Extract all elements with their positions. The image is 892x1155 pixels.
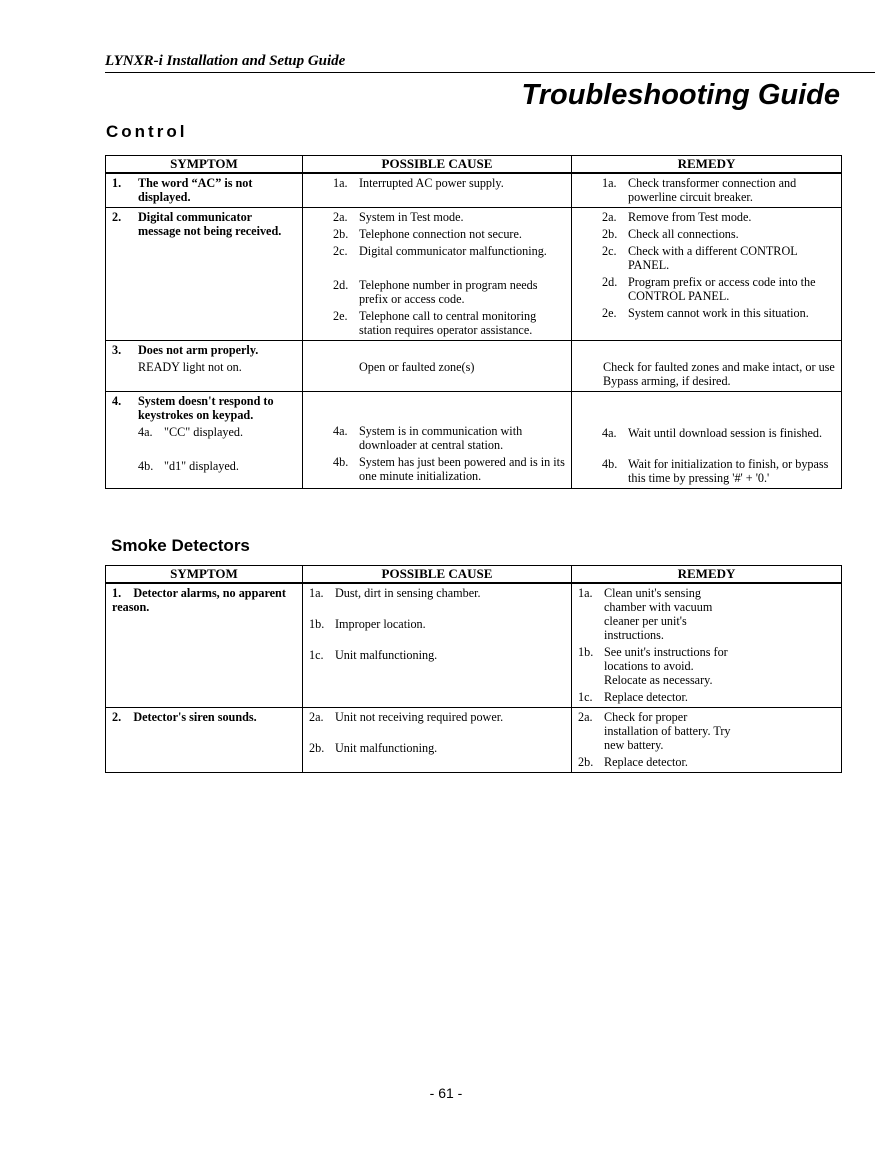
remedy-id: 1b.: [578, 645, 594, 659]
symptom-text: Detector's siren sounds.: [133, 710, 257, 724]
cause-text: Dust, dirt in sensing chamber.: [335, 586, 481, 600]
remedy-id: 1a.: [578, 586, 593, 600]
symptom-text: Digital communicator message not being received.: [138, 210, 282, 238]
cause-text: Unit malfunctioning.: [335, 741, 438, 755]
symptom-text: Does not arm properly.: [138, 343, 259, 357]
remedy-id: 1a.: [602, 176, 617, 190]
remedy-cell: [572, 583, 842, 708]
cause-text: Telephone call to central monitoring station requires operator assistance.: [359, 309, 537, 337]
section-title-control: Control: [106, 122, 188, 141]
remedy-text: Wait for initialization to finish, or bypass this time by pressing '#' + '0.': [628, 457, 829, 485]
remedy-id: 4b.: [602, 457, 618, 471]
column-header-cause: POSSIBLE CAUSE: [303, 566, 572, 584]
remedy-text: Check transformer connection and powerline circuit breaker.: [628, 176, 797, 204]
remedy-cell: [572, 173, 842, 208]
remedy-cell: [572, 708, 842, 773]
cause-id: 2b.: [309, 741, 325, 755]
symptom-cell: [106, 208, 303, 341]
cause-text: Telephone connection not secure.: [359, 227, 522, 241]
remedy-id: 2b.: [602, 227, 618, 241]
remedy-text: Check with a different CONTROL PANEL.: [628, 244, 798, 272]
cause-id: 2d.: [333, 278, 349, 292]
remedy-id: 2b.: [578, 755, 594, 769]
remedy-text: Check for faulted zones and make intact, or use Bypass arming, if desired.: [603, 360, 835, 388]
cause-text: Interrupted AC power supply.: [359, 176, 504, 190]
symptom-cell: [106, 708, 303, 773]
remedy-text: Program prefix or access code into the CONTROL PANEL.: [628, 275, 816, 303]
remedy-text: System cannot work in this situation.: [628, 306, 809, 320]
cause-cell: [303, 583, 572, 708]
cause-cell: [303, 341, 572, 392]
cause-cell: [303, 173, 572, 208]
symptom-number: 2.: [112, 710, 122, 724]
column-header-remedy: REMEDY: [572, 566, 842, 584]
control-table: [105, 155, 842, 489]
cause-text: Digital communicator malfunctioning.: [359, 244, 547, 258]
remedy-text: See unit's instructions for locations to avoid. Relocate as necessary.: [604, 645, 728, 687]
remedy-id: 2c.: [602, 244, 617, 258]
cause-cell: [303, 708, 572, 773]
column-header-symptom: SYMPTOM: [106, 156, 303, 174]
symptom-number: 3.: [112, 343, 122, 357]
remedy-text: Replace detector.: [604, 690, 688, 704]
column-header-symptom: SYMPTOM: [106, 566, 303, 584]
symptom-text: Detector alarms, no apparent reason.: [112, 586, 286, 614]
table-row: [106, 341, 842, 392]
cause-id: 4b.: [333, 455, 349, 469]
remedy-text: Check for proper installation of battery. Try new battery.: [604, 710, 731, 752]
cause-cell: [303, 208, 572, 341]
cause-text: Improper location.: [335, 617, 426, 631]
cause-id: 1a.: [333, 176, 348, 190]
remedy-text: Wait until download session is finished.: [628, 426, 823, 440]
remedy-text: Check all connections.: [628, 227, 739, 241]
symptom-cell: [106, 583, 303, 708]
remedy-text: Replace detector.: [604, 755, 688, 769]
cause-text: Telephone number in program needs prefix or access code.: [359, 278, 538, 306]
remedy-id: 2a.: [602, 210, 617, 224]
cause-text: Unit malfunctioning.: [335, 648, 438, 662]
header-rule: [105, 72, 875, 73]
column-header-cause: POSSIBLE CAUSE: [303, 156, 572, 174]
symptom-sub-text: "CC" displayed.: [164, 425, 244, 439]
cause-text: System has just been powered and is in its one minute initialization.: [359, 455, 565, 483]
page-heading: Troubleshooting Guide: [521, 79, 840, 111]
remedy-text: Remove from Test mode.: [628, 210, 752, 224]
remedy-text: Clean unit's sensing chamber with vacuum cleaner per unit's instructions.: [604, 586, 713, 642]
cause-id: 2b.: [333, 227, 349, 241]
cause-id: 1b.: [309, 617, 325, 631]
symptom-text: System doesn't respond to keystrokes on keypad.: [138, 394, 274, 422]
symptom-detail: READY light not on.: [138, 360, 242, 374]
remedy-cell: [572, 208, 842, 341]
guide-title: LYNXR-i Installation and Setup Guide: [105, 53, 346, 69]
symptom-number: 1.: [112, 586, 122, 600]
symptom-sub-id: 4b.: [138, 459, 154, 473]
symptom-sub-text: "d1" displayed.: [164, 459, 239, 473]
table-row: [106, 208, 842, 341]
remedy-id: 4a.: [602, 426, 617, 440]
cause-id: 4a.: [333, 424, 348, 438]
symptom-number: 2.: [112, 210, 122, 224]
table-header-row: [106, 156, 842, 174]
page-number: - 61 -: [429, 1085, 463, 1101]
cause-cell: [303, 392, 572, 489]
cause-text: Open or faulted zone(s): [359, 360, 475, 374]
remedy-id: 1c.: [578, 690, 593, 704]
symptom-text: The word “AC” is not displayed.: [138, 176, 253, 204]
table-row: [106, 708, 842, 773]
symptom-number: 1.: [112, 176, 122, 190]
smoke-detectors-table: [105, 565, 842, 773]
cause-id: 1c.: [309, 648, 324, 662]
cause-id: 2a.: [333, 210, 348, 224]
cause-text: Unit not receiving required power.: [335, 710, 504, 724]
cause-text: System is in communication with downloader at central station.: [359, 424, 523, 452]
symptom-sub-id: 4a.: [138, 425, 153, 439]
cause-id: 2a.: [309, 710, 324, 724]
symptom-cell: [106, 341, 303, 392]
table-row: [106, 392, 842, 489]
table-row: [106, 173, 842, 208]
remedy-id: 2a.: [578, 710, 593, 724]
table-row: [106, 583, 842, 708]
cause-id: 2e.: [333, 309, 348, 323]
table-header-row: [106, 566, 842, 584]
symptom-cell: [106, 392, 303, 489]
cause-id: 1a.: [309, 586, 324, 600]
symptom-cell: [106, 173, 303, 208]
remedy-id: 2e.: [602, 306, 617, 320]
remedy-id: 2d.: [602, 275, 618, 289]
cause-id: 2c.: [333, 244, 348, 258]
section-title-smoke-detectors: Smoke Detectors: [111, 536, 250, 555]
symptom-number: 4.: [112, 394, 122, 408]
cause-text: System in Test mode.: [359, 210, 464, 224]
column-header-remedy: REMEDY: [572, 156, 842, 174]
remedy-cell: [572, 392, 842, 489]
remedy-cell: [572, 341, 842, 392]
